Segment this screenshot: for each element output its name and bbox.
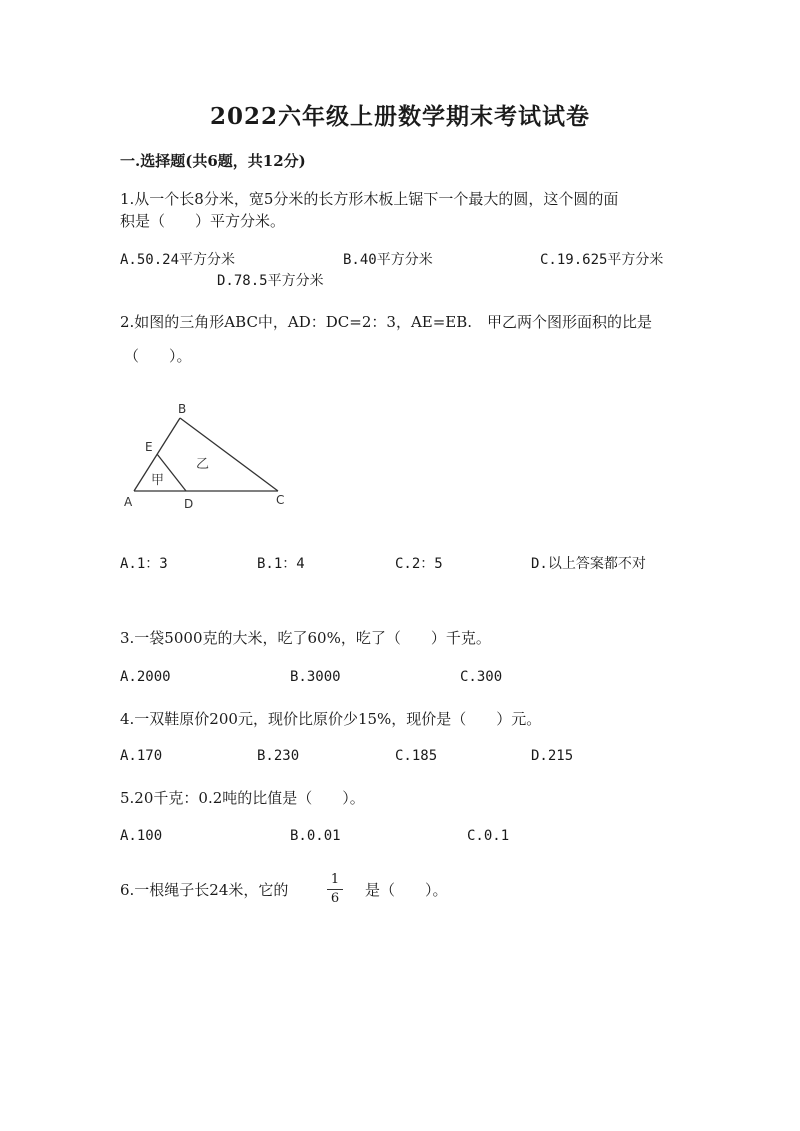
- question-1-option-d: D.78.5平方分米: [217, 273, 324, 289]
- label-region-yi: 乙: [196, 457, 210, 472]
- question-4-option-c: C.185: [395, 748, 438, 764]
- label-c: C: [276, 493, 285, 507]
- question-1-text-cont: 积是（ ）平方分米。: [120, 212, 286, 230]
- question-3-option-c: C.300: [460, 669, 503, 685]
- question-4-text: 4.一双鞋原价200元，现价比原价少15%，现价是（ ）元。: [120, 710, 542, 728]
- label-a: A: [124, 495, 133, 509]
- question-2-text: 2.如图的三角形ABC中，AD：DC=2：3，AE=EB. 甲乙两个图形面积的比是: [120, 313, 653, 331]
- question-4-option-b: B.230: [257, 748, 300, 764]
- fraction-denominator: 6: [330, 891, 340, 906]
- question-5-option-a: A.100: [120, 828, 163, 844]
- question-3-text: 3.一袋5000克的大米，吃了60%，吃了（ ）千克。: [120, 629, 491, 647]
- question-1-option-c: C.19.625平方分米: [540, 252, 664, 268]
- question-5-text: 5.20千克：0.2吨的比值是（ ）。: [120, 789, 365, 807]
- question-4-option-d: D.215: [531, 748, 574, 764]
- question-6-text-cont: 是（ ）。: [365, 881, 448, 899]
- label-b: B: [178, 402, 187, 416]
- question-2-option-a: A.1：3: [120, 556, 168, 572]
- triangle-figure: [118, 398, 298, 516]
- fraction-numerator: 1: [330, 872, 340, 887]
- question-5-option-c: C.0.1: [467, 828, 510, 844]
- question-3-option-b: B.3000: [290, 669, 341, 685]
- side-bc: [180, 418, 278, 491]
- page-title: 2022六年级上册数学期末考试试卷: [209, 103, 590, 130]
- question-5-option-b: B.0.01: [290, 828, 341, 844]
- question-1-text: 1.从一个长8分米，宽5分米的长方形木板上锯下一个最大的圆，这个圆的面: [120, 190, 619, 208]
- label-d: D: [184, 497, 194, 511]
- question-1-option-b: B.40平方分米: [343, 252, 433, 268]
- question-6-text: 6.一根绳子长24米，它的: [120, 881, 289, 899]
- question-2-option-c: C.2：5: [395, 556, 443, 572]
- label-e: E: [145, 440, 153, 454]
- question-2-text-cont: （ ）。: [124, 347, 192, 365]
- question-1-option-a: A.50.24平方分米: [120, 252, 236, 268]
- fraction-one-sixth: [327, 872, 343, 907]
- fraction-bar: [327, 889, 343, 890]
- question-2-option-b: B.1：4: [257, 556, 305, 572]
- question-2-option-d: D.以上答案都不对: [531, 556, 646, 572]
- label-region-jia: 甲: [151, 473, 165, 488]
- question-4-option-a: A.170: [120, 748, 163, 764]
- question-3-option-a: A.2000: [120, 669, 171, 685]
- section-heading: 一.选择题(共6题，共12分): [120, 152, 306, 170]
